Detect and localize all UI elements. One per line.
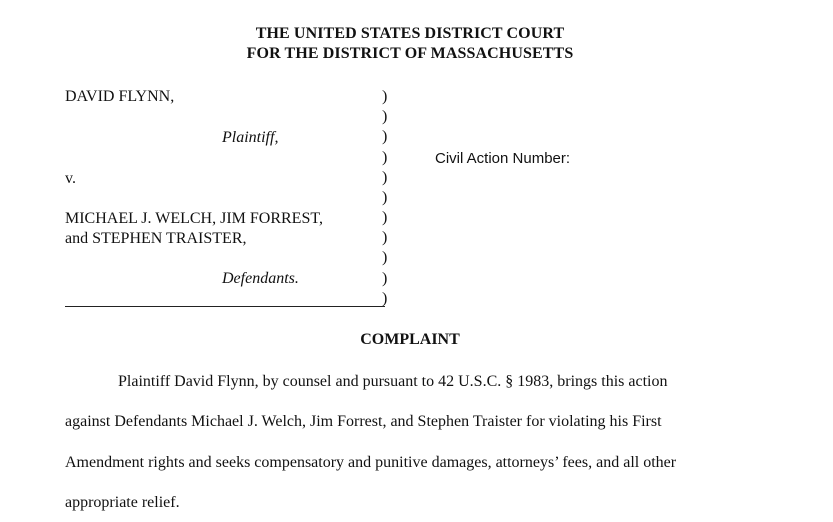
plaintiff-name: DAVID FLYNN, [65,88,175,105]
caption-paren: ) [382,270,388,287]
complaint-body-line: appropriate relief. [65,494,180,511]
caption-paren: ) [382,149,388,166]
civil-action-number-label: Civil Action Number: [435,150,571,167]
caption-paren: ) [382,169,388,186]
caption-paren: ) [382,128,388,145]
court-title-line-2: FOR THE DISTRICT OF MASSACHUSETTS [246,45,574,62]
caption-paren: ) [382,290,388,307]
complaint-body-line: Plaintiff David Flynn, by counsel and pursuant to 42 U.S.C. § 1983, brings this action [118,373,668,390]
caption-paren: ) [382,229,388,246]
caption-underline [65,306,385,307]
defendants-line-1: MICHAEL J. WELCH, JIM FORREST, [65,210,323,227]
complaint-heading: COMPLAINT [360,331,460,348]
complaint-body-line: Amendment rights and seeks compensatory and punitive damages, attorneys’ fees, and all other [65,454,677,471]
defendants-role: Defendants. [222,270,299,287]
caption-paren: ) [382,209,388,226]
caption-paren: ) [382,88,388,105]
plaintiff-role: Plaintiff, [222,129,279,146]
caption-paren: ) [382,249,388,266]
court-title-line-1: THE UNITED STATES DISTRICT COURT [255,25,565,42]
caption-paren: ) [382,108,388,125]
versus-label: v. [65,170,76,187]
complaint-body-line: against Defendants Michael J. Welch, Jim Forrest, and Stephen Traister for violating his First [65,413,662,430]
caption-paren: ) [382,189,388,206]
defendants-line-2: and STEPHEN TRAISTER, [65,230,247,247]
